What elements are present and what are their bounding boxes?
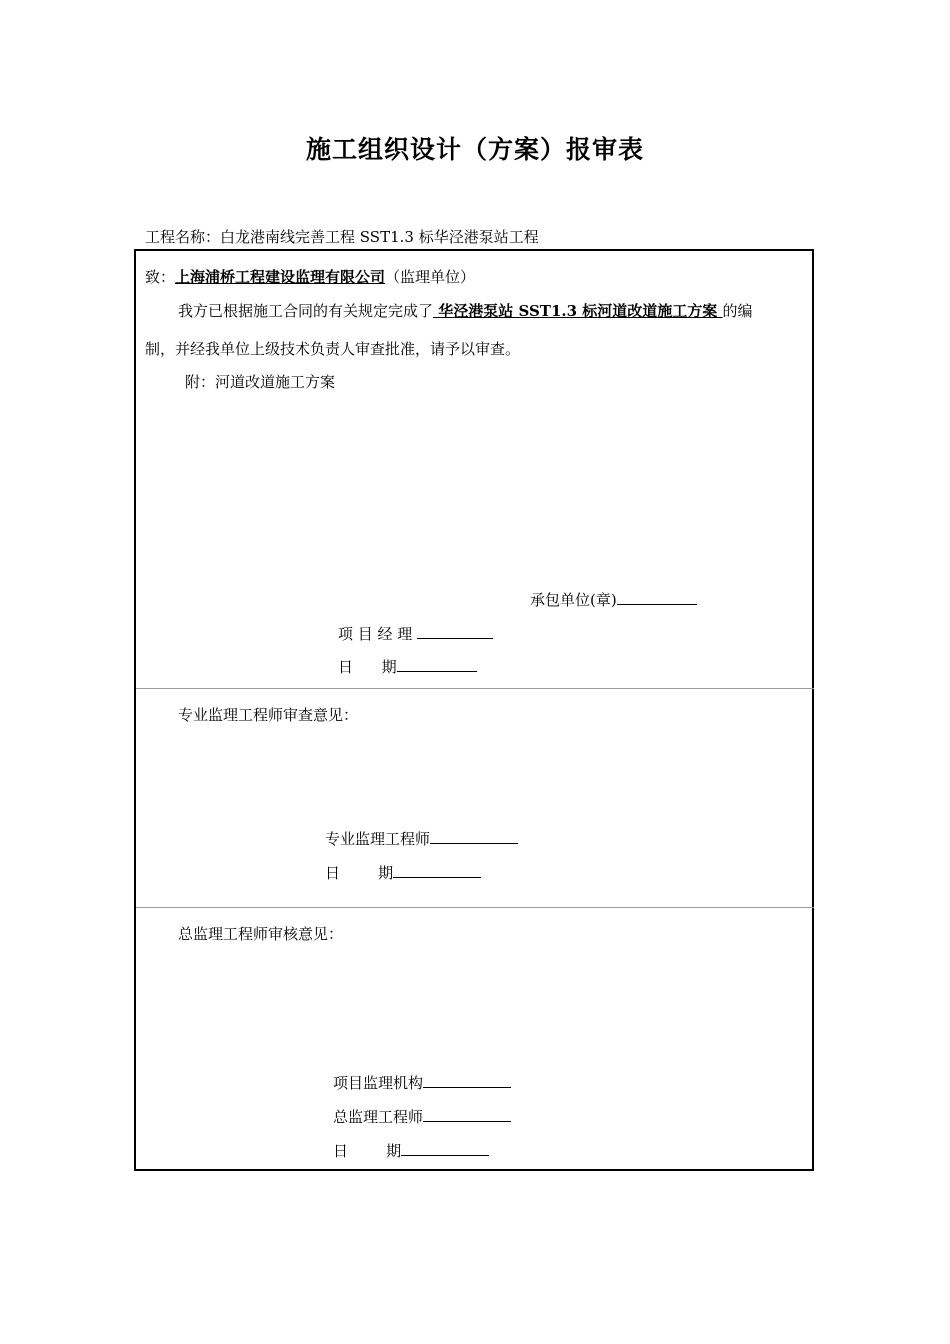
contractor-seal-label: 承包单位(章) xyxy=(530,591,617,609)
supervision-org-line xyxy=(333,1072,511,1093)
supervisor-suffix: （监理单位） xyxy=(385,268,476,286)
specialist-date-blank[interactable] xyxy=(393,863,481,878)
specialist-engineer-label: 专业监理工程师 xyxy=(325,830,431,848)
supervision-org-blank[interactable] xyxy=(423,1073,511,1088)
chief-date-label: 日 期 xyxy=(333,1142,402,1160)
specialist-engineer-line xyxy=(325,828,518,849)
contractor-date-line xyxy=(338,656,477,677)
body-text: 我方已根据施工合同的有关规定完成了 xyxy=(178,302,434,320)
contractor-date-blank[interactable] xyxy=(397,657,477,672)
project-manager-line xyxy=(338,623,493,644)
section-divider xyxy=(136,907,814,908)
body-paragraph-line1 xyxy=(178,300,753,321)
specialist-engineer-blank[interactable] xyxy=(430,829,518,844)
chief-engineer-line xyxy=(333,1106,511,1127)
chief-engineer-label: 总监理工程师 xyxy=(333,1108,424,1126)
section-divider xyxy=(136,688,814,689)
contractor-date-label: 日 期 xyxy=(338,658,397,676)
contractor-seal-blank[interactable] xyxy=(617,590,697,605)
addressee-prefix: 致： xyxy=(145,268,176,286)
chief-review-heading: 总监理工程师审核意见： xyxy=(178,925,344,943)
specialist-date-label: 日 期 xyxy=(325,864,394,882)
addressee-line xyxy=(145,266,475,287)
project-name-value: 白龙港南线完善工程 SST1.3 标华泾港泵站工程 xyxy=(220,228,539,246)
project-name-line xyxy=(145,226,539,247)
contractor-seal-line xyxy=(530,589,697,610)
chief-engineer-blank[interactable] xyxy=(423,1107,511,1122)
supervisor-company: 上海浦桥工程建设监理有限公司 xyxy=(175,268,386,286)
body-text: 的编 xyxy=(722,302,753,320)
specialist-review-heading: 专业监理工程师审查意见： xyxy=(178,706,359,724)
supervision-org-label: 项目监理机构 xyxy=(333,1074,424,1092)
project-manager-label: 项 目 经 理 xyxy=(338,625,413,643)
chief-date-line xyxy=(333,1140,489,1161)
project-manager-blank[interactable] xyxy=(417,624,493,639)
specialist-date-line xyxy=(325,862,481,883)
attachment-line: 附：河道改道施工方案 xyxy=(185,373,336,391)
page-title: 施工组织设计（方案）报审表 xyxy=(305,135,644,164)
body-paragraph-line2: 制，并经我单位上级技术负责人审查批准，请予以审查。 xyxy=(145,340,521,358)
chief-date-blank[interactable] xyxy=(401,1141,489,1156)
project-name-label: 工程名称： xyxy=(145,228,221,246)
plan-name: 华泾港泵站 SST1.3 标河道改道施工方案 xyxy=(433,302,723,320)
